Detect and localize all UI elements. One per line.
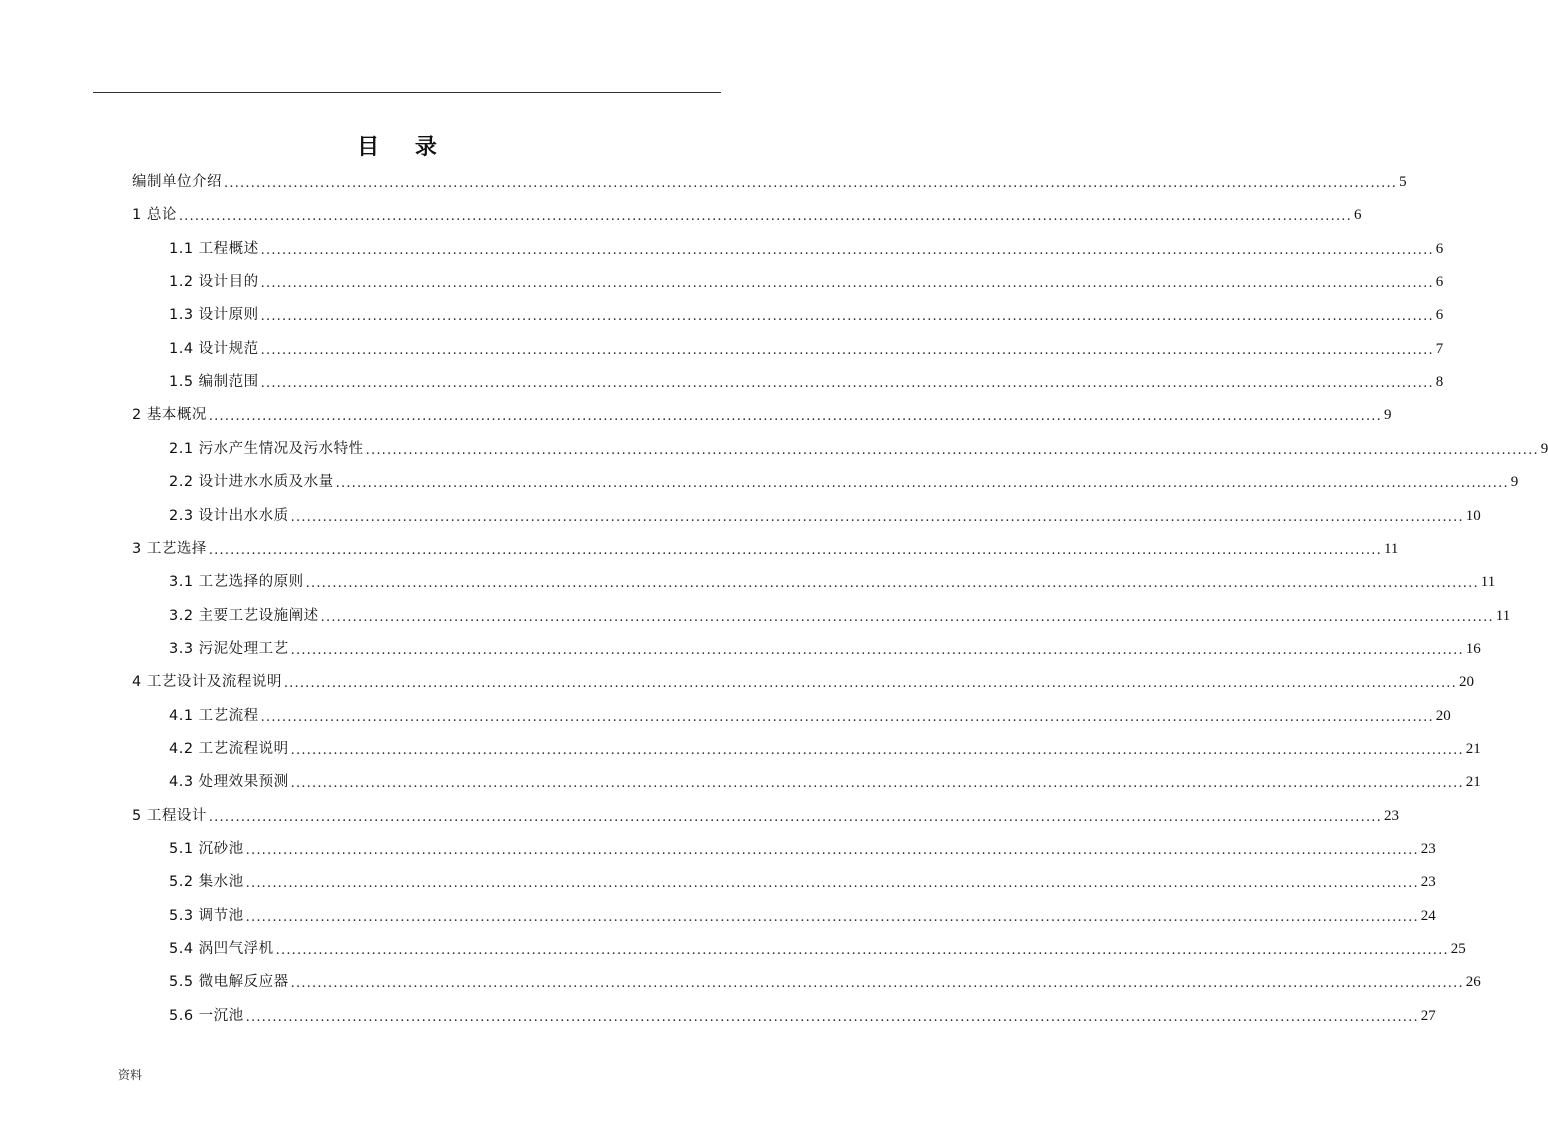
toc-entry-page-number: 20 bbox=[1458, 674, 1474, 691]
toc-entry-section[interactable] bbox=[169, 1000, 1436, 1033]
toc-entry-label: 5 工程设计 bbox=[132, 807, 207, 824]
toc-entry-chapter[interactable] bbox=[132, 800, 1399, 833]
toc-entry-section[interactable] bbox=[169, 700, 1451, 733]
toc-dot-leader: ............................................................................................................................................................................................................................ bbox=[290, 776, 1464, 792]
toc-entry-label: 4.1 工艺流程 bbox=[169, 707, 259, 724]
footer-text: 资料 bbox=[118, 1068, 143, 1082]
toc-entry-page-number: 27 bbox=[1420, 1007, 1436, 1024]
toc-entry-label: 1.1 工程概述 bbox=[169, 240, 259, 257]
toc-entry-section[interactable] bbox=[169, 866, 1436, 899]
toc-dot-leader: ............................................................................................................................................................................................................................ bbox=[260, 242, 1434, 258]
toc-entry-page-number: 23 bbox=[1420, 874, 1436, 891]
toc-dot-leader: ............................................................................................................................................................................................................................ bbox=[320, 609, 1494, 625]
toc-entry-label: 5.1 沉砂池 bbox=[169, 841, 244, 857]
toc-entry-label: 1.5 编制范围 bbox=[169, 374, 259, 391]
toc-entry-label: 3.1 工艺选择的原则 bbox=[169, 574, 304, 591]
toc-entry-page-number: 11 bbox=[1495, 607, 1511, 624]
toc-entry-chapter[interactable] bbox=[132, 533, 1399, 566]
toc-entry-section[interactable] bbox=[169, 733, 1481, 766]
toc-entry-page-number: 21 bbox=[1465, 740, 1481, 757]
toc-dot-leader: ............................................................................................................................................................................................................................ bbox=[335, 476, 1509, 492]
toc-entry-page-number: 26 bbox=[1465, 974, 1481, 991]
toc-entry-label: 4 工艺设计及流程说明 bbox=[132, 674, 282, 691]
toc-entry-section[interactable] bbox=[169, 833, 1436, 866]
toc-dot-leader: ............................................................................................................................................................................................................................ bbox=[275, 943, 1449, 959]
toc-entry-page-number: 9 bbox=[1383, 407, 1392, 424]
toc-dot-leader: ............................................................................................................................................................................................................................ bbox=[283, 676, 1457, 692]
toc-entry-label: 2.1 污水产生情况及污水特性 bbox=[169, 440, 364, 457]
toc-dot-leader: ............................................................................................................................................................................................................................ bbox=[305, 576, 1479, 592]
toc-dot-leader: ............................................................................................................................................................................................................................ bbox=[365, 442, 1539, 458]
toc-entry-label: 5.3 调节池 bbox=[169, 907, 244, 924]
toc-dot-leader: ............................................................................................................................................................................................................................ bbox=[208, 409, 1382, 425]
toc-entry-section[interactable] bbox=[169, 366, 1444, 399]
toc-dot-leader: ............................................................................................................................................................................................................................ bbox=[290, 642, 1464, 658]
toc-entry-label: 5.2 集水池 bbox=[169, 874, 244, 891]
toc-entry-page-number: 6 bbox=[1435, 274, 1444, 291]
toc-entry-page-number: 6 bbox=[1435, 240, 1444, 257]
toc-entry-label: 1 总论 bbox=[132, 207, 177, 224]
toc-entry-section[interactable] bbox=[169, 600, 1511, 633]
toc-entry-label: 2 基本概况 bbox=[132, 407, 207, 424]
toc-entry-section[interactable] bbox=[169, 266, 1444, 299]
toc-dot-leader: ............................................................................................................................................................................................................................ bbox=[245, 876, 1419, 892]
toc-dot-leader: ............................................................................................................................................................................................................................ bbox=[208, 809, 1382, 825]
toc-entry-section[interactable] bbox=[169, 900, 1436, 933]
toc-entry-section[interactable] bbox=[169, 566, 1496, 599]
toc-entry-page-number: 7 bbox=[1435, 340, 1444, 357]
toc-entry-page-number: 6 bbox=[1435, 307, 1444, 324]
toc-entry-section[interactable] bbox=[169, 766, 1481, 799]
toc-entry-page-number: 6 bbox=[1353, 207, 1362, 224]
toc-entry-label: 4.3 处理效果预测 bbox=[169, 774, 289, 791]
toc-entry-page-number: 23 bbox=[1420, 841, 1436, 857]
toc-entry-label: 4.2 工艺流程说明 bbox=[169, 740, 289, 757]
toc-entry-label: 1.3 设计原则 bbox=[169, 307, 259, 324]
toc-entry-label: 5.5 微电解反应器 bbox=[169, 974, 289, 991]
toc-entry-section[interactable] bbox=[169, 633, 1481, 666]
toc-entry-label: 5.6 一沉池 bbox=[169, 1007, 244, 1024]
toc-dot-leader: ............................................................................................................................................................................................................................ bbox=[245, 1009, 1419, 1025]
toc-entry-chapter[interactable] bbox=[132, 399, 1392, 432]
toc-entry-section[interactable] bbox=[169, 333, 1444, 366]
toc-dot-leader: ............................................................................................................................................................................................................................ bbox=[245, 909, 1419, 925]
toc-entry-section[interactable] bbox=[169, 433, 1548, 466]
toc-entry-label: 2.3 设计出水水质 bbox=[169, 507, 289, 524]
toc-entry-page-number: 10 bbox=[1465, 507, 1481, 524]
toc-dot-leader: ............................................................................................................................................................................................................................ bbox=[260, 376, 1434, 392]
toc-entry-section[interactable] bbox=[169, 299, 1444, 332]
toc-entry-page-number: 9 bbox=[1540, 440, 1548, 457]
toc-entry-page-number: 16 bbox=[1465, 640, 1481, 657]
toc-entry-page-number: 5 bbox=[1399, 174, 1407, 190]
toc-entry-label: 5.4 涡凹气浮机 bbox=[169, 941, 274, 958]
toc-entry-section[interactable] bbox=[169, 500, 1481, 533]
toc-entry-page-number: 23 bbox=[1383, 807, 1399, 824]
toc-entry-label: 1.2 设计目的 bbox=[169, 274, 259, 291]
toc-entry-label: 2.2 设计进水水质及水量 bbox=[169, 474, 334, 491]
toc-entry-page-number: 25 bbox=[1450, 941, 1466, 958]
toc-entry-label: 1.4 设计规范 bbox=[169, 340, 259, 357]
toc-entry-page-number: 21 bbox=[1465, 774, 1481, 791]
toc-entry-section[interactable] bbox=[169, 966, 1481, 999]
toc-entry-page-number: 11 bbox=[1480, 574, 1496, 591]
toc-entry-page-number: 24 bbox=[1420, 907, 1436, 924]
toc-dot-leader: ............................................................................................................................................................................................................................ bbox=[260, 709, 1434, 725]
toc-dot-leader: ............................................................................................................................................................................................................................ bbox=[290, 742, 1464, 758]
toc-entry-section[interactable] bbox=[169, 933, 1466, 966]
toc-dot-leader: ............................................................................................................................................................................................................................ bbox=[260, 309, 1434, 325]
toc-entry-section[interactable] bbox=[169, 466, 1519, 499]
page-title: 目 录 bbox=[357, 135, 451, 160]
toc-entry-page-number: 20 bbox=[1435, 707, 1451, 724]
toc-entry-page-number: 11 bbox=[1383, 540, 1399, 557]
toc-dot-leader: ............................................................................................................................................................................................................................ bbox=[224, 176, 1398, 191]
toc-entry-label: 3.3 污泥处理工艺 bbox=[169, 640, 289, 657]
toc-entry-chapter[interactable] bbox=[132, 666, 1474, 699]
toc-entry-chapter[interactable] bbox=[132, 166, 1407, 199]
toc-entry-label: 编制单位介绍 bbox=[132, 174, 222, 190]
toc-dot-leader: ............................................................................................................................................................................................................................ bbox=[260, 276, 1434, 292]
toc-dot-leader: ............................................................................................................................................................................................................................ bbox=[290, 976, 1464, 992]
toc-dot-leader: ............................................................................................................................................................................................................................ bbox=[208, 542, 1382, 558]
toc-dot-leader: ............................................................................................................................................................................................................................ bbox=[260, 342, 1434, 358]
toc-entry-label: 3.2 主要工艺设施阐述 bbox=[169, 607, 319, 624]
toc-dot-leader: ............................................................................................................................................................................................................................ bbox=[245, 843, 1419, 858]
toc-entry-section[interactable] bbox=[169, 233, 1444, 266]
toc-entry-chapter[interactable] bbox=[132, 199, 1362, 232]
header-rule bbox=[93, 92, 721, 93]
toc-entry-page-number: 8 bbox=[1435, 374, 1444, 391]
toc-dot-leader: ............................................................................................................................................................................................................................ bbox=[290, 509, 1464, 525]
toc-dot-leader: ............................................................................................................................................................................................................................ bbox=[178, 209, 1352, 225]
toc-entry-label: 3 工艺选择 bbox=[132, 540, 207, 557]
toc-entry-page-number: 9 bbox=[1510, 474, 1519, 491]
